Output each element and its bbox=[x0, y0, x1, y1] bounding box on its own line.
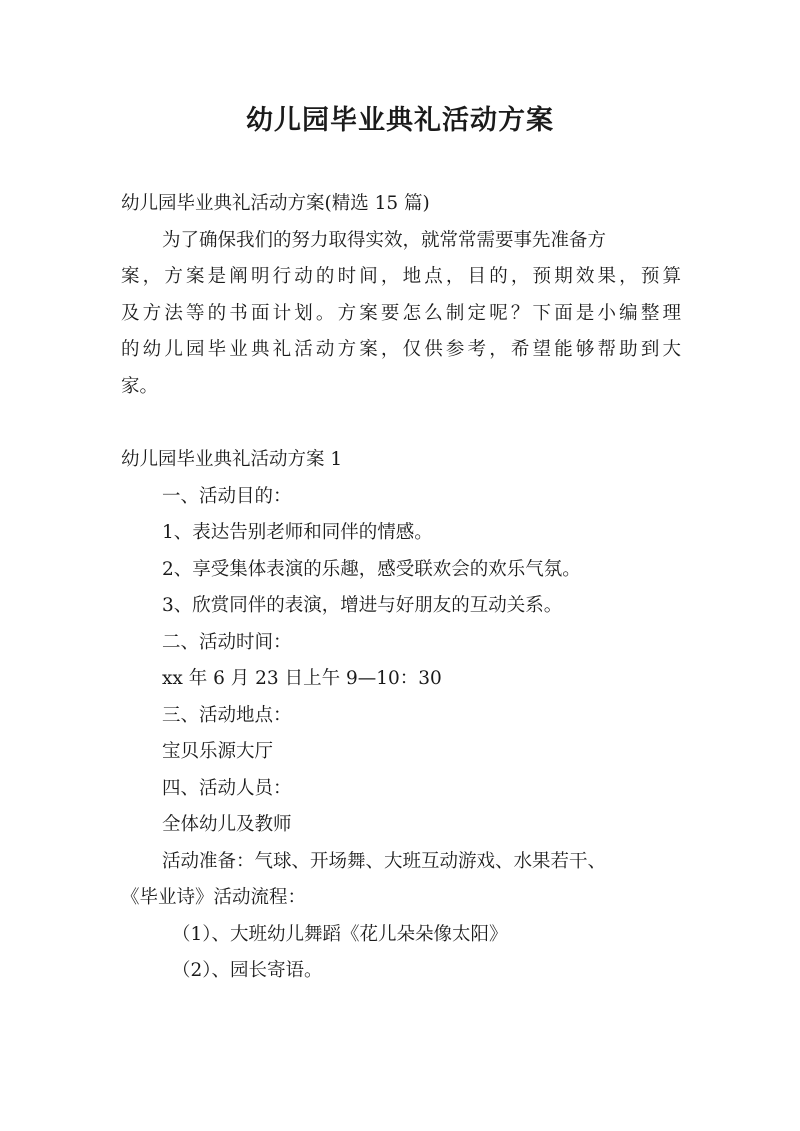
paragraph-gap bbox=[121, 405, 681, 442]
time-value: xx 年 6 月 23 日上午 9—10：30 bbox=[162, 668, 442, 689]
document-body bbox=[121, 186, 681, 990]
goal-item: 3、欣赏同伴的表演，增进与好朋友的互动关系。 bbox=[162, 595, 563, 616]
time-heading: 二、活动时间： bbox=[162, 631, 292, 653]
goal-heading: 一、活动目的： bbox=[162, 485, 292, 507]
subtitle: 幼儿园毕业典礼活动方案(精选 15 篇) bbox=[121, 193, 430, 214]
intro-line: 及方法等的书面计划。方案要怎么制定呢？下面是小编整理 bbox=[121, 302, 681, 324]
intro-paragraph bbox=[121, 223, 681, 406]
intro-line: 案，方案是阐明行动的时间，地点，目的，预期效果，预算 bbox=[121, 266, 681, 287]
document-title: 幼儿园毕业典礼活动方案 bbox=[246, 105, 554, 136]
place-heading: 三、活动地点： bbox=[162, 704, 292, 726]
flow-item: （1）、大班幼儿舞蹈《花儿朵朵像太阳》 bbox=[172, 923, 508, 945]
people-heading: 四、活动人员： bbox=[162, 777, 292, 799]
goal-item: 2、享受集体表演的乐趣，感受联欢会的欢乐气氛。 bbox=[162, 558, 581, 580]
flow-item: （2）、园长寄语。 bbox=[172, 960, 323, 981]
preparation-line: 《毕业诗》活动流程： bbox=[121, 887, 307, 908]
section-heading: 幼儿园毕业典礼活动方案 1 bbox=[121, 449, 343, 470]
intro-line: 家。 bbox=[121, 375, 159, 397]
people-value: 全体幼儿及教师 bbox=[162, 814, 292, 835]
preparation-line: 活动准备：气球、开场舞、大班互动游戏、水果若干、 bbox=[162, 850, 607, 872]
place-value: 宝贝乐源大厅 bbox=[162, 741, 274, 762]
goal-item: 1、表达告别老师和同伴的情感。 bbox=[162, 522, 433, 543]
intro-line: 的幼儿园毕业典礼活动方案，仅供参考，希望能够帮助到大 bbox=[121, 339, 681, 360]
intro-line: 为了确保我们的努力取得实效，就常常需要事先准备方 bbox=[162, 229, 607, 251]
